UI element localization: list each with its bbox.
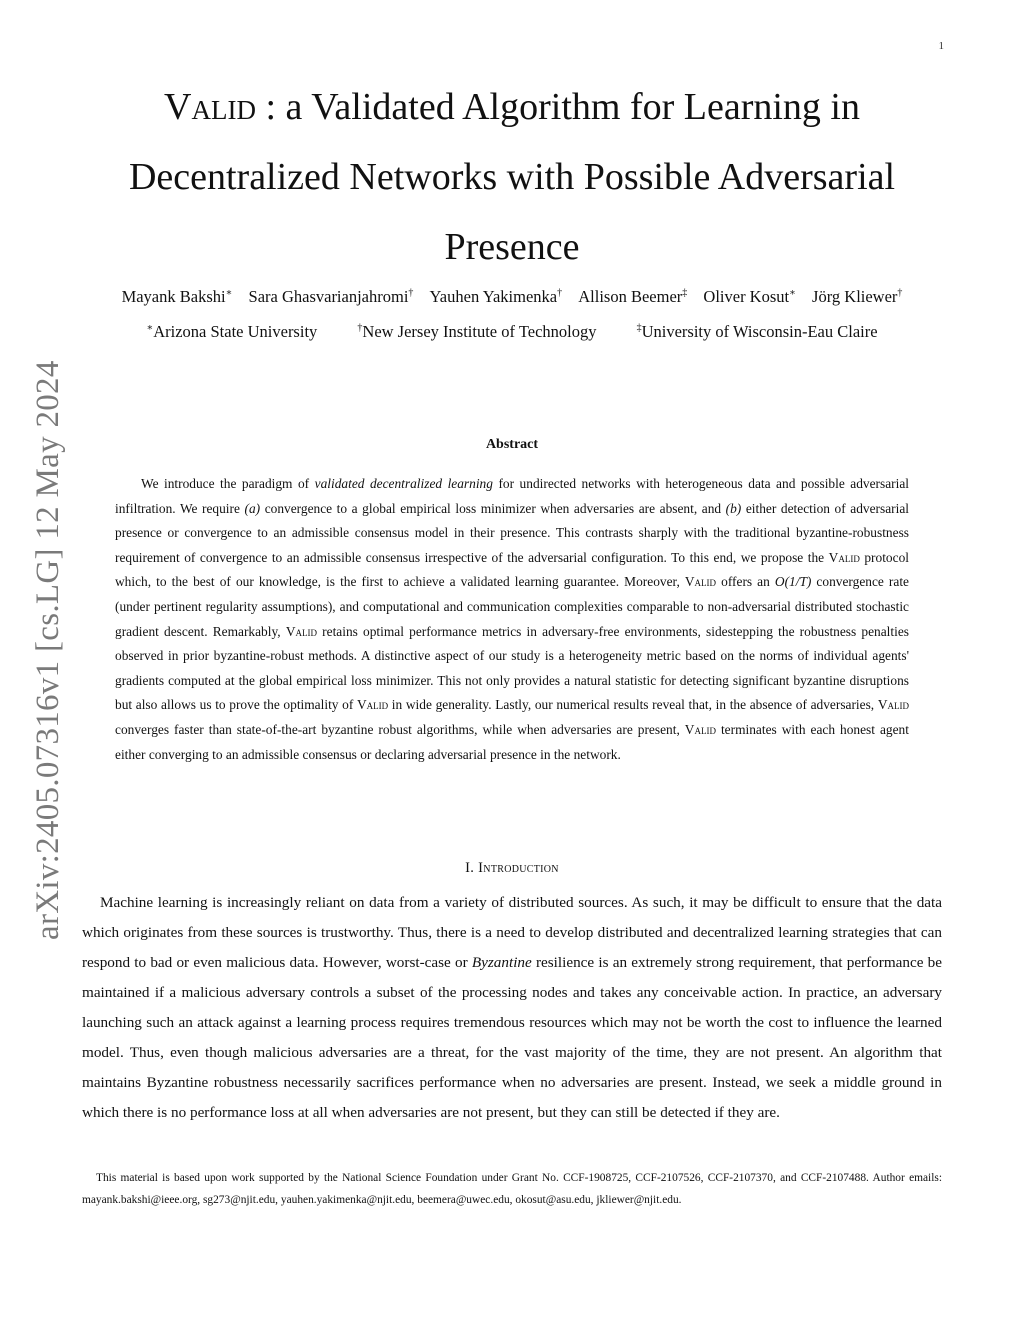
author: Oliver Kosut∗ <box>703 287 796 306</box>
title-text: : a Validated Algorithm for Learning in Decentralized Networks with Possible Adversarial Presence <box>128 86 896 268</box>
affiliation-list <box>82 322 942 342</box>
funding-footnote: This material is based upon work supported by the National Science Foundation under Grant No. CCF-1908725, CCF-2107526, CCF-2107370, and CCF-2107488. Author emails: mayank.bakshi@ieee.org, sg273@njit.edu, yauhen.yakimenka@njit.edu, beemera@uwec.edu, okosut@asu.edu, jkliewer@njit.edu. <box>82 1172 942 1206</box>
abstract-body <box>115 472 909 767</box>
paper-title <box>82 72 942 282</box>
author: Mayank Bakshi∗ <box>121 287 233 306</box>
affiliation: ∗Arizona State University <box>146 322 318 341</box>
big-o-rate: O(1/T) <box>774 574 812 590</box>
intro-paragraph: Machine learning is increasingly reliant on data from a variety of distributed sources. As such, it may be difficult to ensure that the data which originates from these sources is trustworthy. Thus, there is a need to develop distributed and decentralized learning strategies that can respond to bad or even malicious data. However, worst-case or Byzantine resilience is an extremely strong requirement, that performance be maintained if a malicious adversary controls a subset of the processing nodes and takes any conceivable action. In practice, an adversary launching such an attack against a learning process requires tremendous resources which may not be worth the cost to influence the learned model. Thus, even though malicious adversaries are a threat, for the vast majority of the time, they are not present. An algorithm that maintains Byzantine robustness necessarily sacrifices performance when no adversaries are present. Instead, we seek a middle ground in which there is no performance loss at all when adversaries are not present, but they can still be detected if they are. <box>82 894 942 1121</box>
section-heading: I. Introduction <box>465 860 559 876</box>
page-number: 1 <box>938 40 944 52</box>
abstract-paragraph: We introduce the paradigm of validated decentralized learning for undirected networks with heterogeneous data and possible adversarial infiltration. We require (a) convergence to a global empirical loss minimizer when adversaries are absent, and (b) either detection of adversarial presence or convergence to an admissible consensus model in their presence. This contrasts sharply with the traditional byzantine-robustness requirement of convergence to an admissible consensus irrespective of the adversarial configuration. To this end, we propose the Valid protocol which, to the best of our knowledge, is the first to achieve a validated learning guarantee. Moreover, Valid offers an O(1/T) convergence rate (under pertinent regularity assumptions), and computational and communication complexities comparable to non-adversarial distributed stochastic gradient descent. Remarkably, Valid retains optimal performance metrics in adversary-free environments, sidestepping the robustness penalties observed in prior byzantine-robust methods. A distinctive aspect of our study is a heterogeneity metric based on the norms of individual agents' gradients computed at the global empirical loss minimizer. This not only provides a natural statistic for detecting significant byzantine disruptions but also allows us to prove the optimality of Valid in wide generality. Lastly, our numerical results reveal that, in the absence of adversaries, Valid converges faster than state-of-the-art byzantine robust algorithms, while when adversaries are present, Valid terminates with each honest agent either converging to an admissible consensus or declaring adversarial presence in the network. <box>115 476 909 762</box>
author: Yauhen Yakimenka† <box>429 287 563 306</box>
author: Sara Ghasvarianjahromi† <box>248 287 414 306</box>
arxiv-identifier: arXiv:2405.07316v1 [cs.LG] 12 May 2024 <box>30 360 66 940</box>
author: Jörg Kliewer† <box>812 287 903 306</box>
affiliation: ‡University of Wisconsin-Eau Claire <box>636 322 878 341</box>
introduction-body <box>82 888 942 1128</box>
author-list <box>82 287 942 307</box>
abstract-heading: Abstract <box>485 437 539 452</box>
title-acronym: Valid <box>164 86 256 128</box>
author: Allison Beemer‡ <box>578 287 688 306</box>
affiliation: †New Jersey Institute of Technology <box>357 322 597 341</box>
